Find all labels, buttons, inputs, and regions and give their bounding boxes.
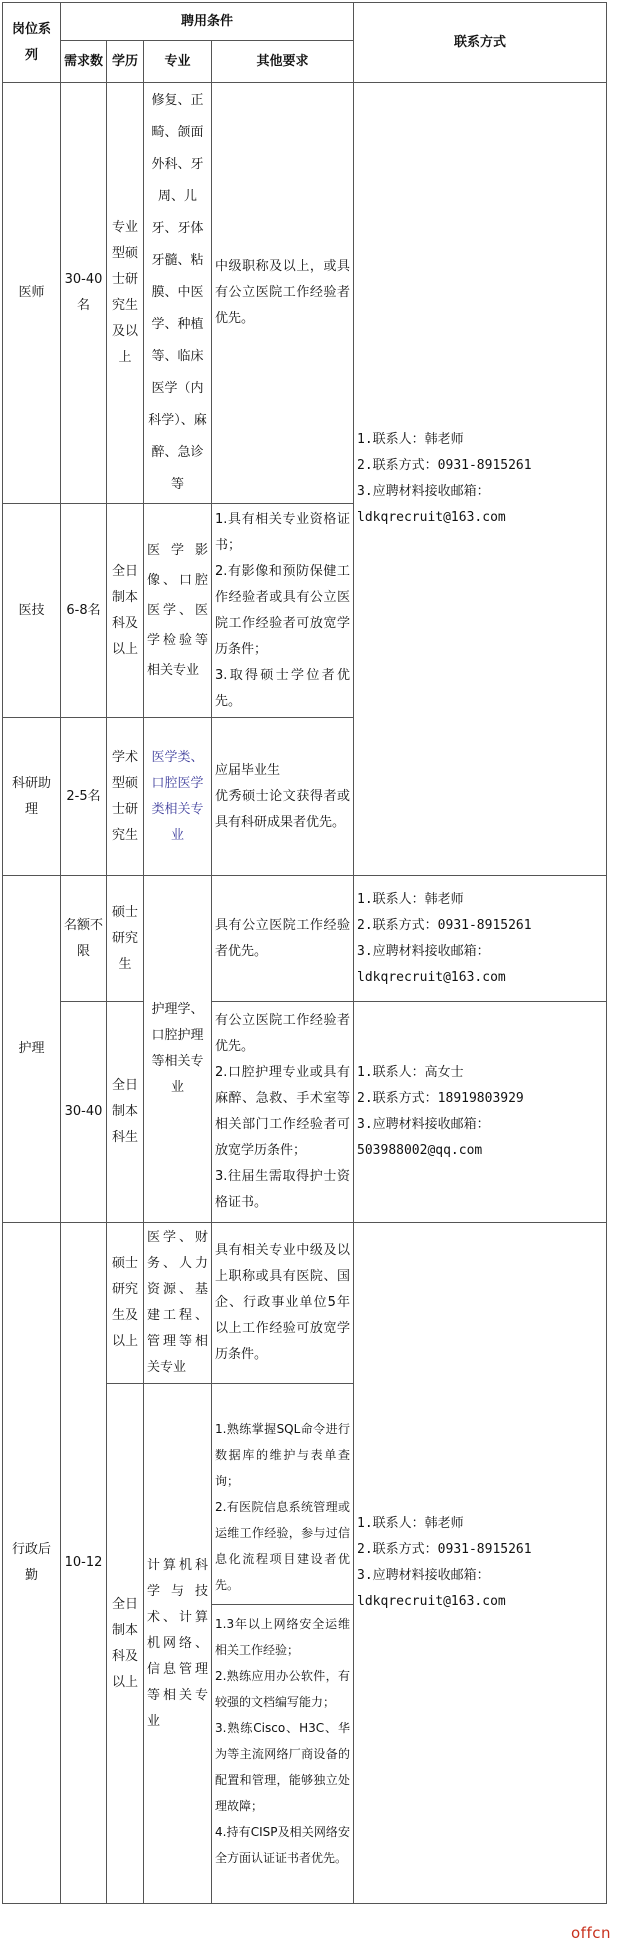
tech-other-1: 1.具有相关专业资格证书； [215, 511, 351, 553]
watermark-logo: offcn [571, 1924, 611, 1942]
tech-count: 6-8名 [61, 504, 107, 718]
contact-email[interactable]: ldkqrecruit@163.com [357, 969, 506, 985]
doctor-edu: 专业型硕士研究生及以上 [107, 83, 144, 504]
doctor-post: 医师 [3, 83, 61, 504]
tech-other-2: 2.有影像和预防保健工作经验者或具有公立医院工作经验者可放宽学历条件； [215, 563, 351, 657]
admin-other-2a-1: 1.熟练掌握SQL命令进行数据库的维护与表单查询； [215, 1422, 351, 1488]
row-doctor [3, 83, 607, 504]
research-other-2: 优秀硕士论文获得者或具有科研成果者优先。 [215, 788, 351, 830]
header-conditions: 聘用条件 [61, 3, 354, 41]
nursing-other-1: 具有公立医院工作经验者优先。 [212, 876, 354, 1002]
tech-edu: 全日制本科及以上 [107, 504, 144, 718]
row-nursing-1 [3, 876, 607, 1002]
doctor-other: 中级职称及以上，或具有公立医院工作经验者优先。 [212, 83, 354, 504]
admin-post: 行政后勤 [3, 1223, 61, 1904]
research-other-1: 应届毕业生 [215, 762, 281, 778]
nursing-count-2: 30-40 [61, 1002, 107, 1223]
admin-major-1: 医学、财务、人力资源、基建工程、管理等相关专业 [144, 1223, 212, 1384]
research-count: 2-5名 [61, 718, 107, 876]
nursing-other-2-2: 2.口腔护理专业或具有麻醉、急救、手术室等相关部门工作经验者可放宽学历条件； [215, 1065, 351, 1158]
contact-person: 1.联系人：韩老师 [357, 1516, 464, 1531]
recruitment-table [2, 2, 607, 1904]
row-nursing-2 [3, 1002, 607, 1223]
contact-doctor-group [354, 83, 607, 876]
admin-other-2b-2: 2.熟练应用办公软件，有较强的文档编写能力； [215, 1669, 351, 1709]
nursing-major: 护理学、口腔护理等相关专业 [144, 876, 212, 1223]
nursing-other-2 [212, 1002, 354, 1223]
research-post: 科研助理 [3, 718, 61, 876]
contact-phone: 2.联系方式：0931-8915261 [357, 1542, 532, 1557]
admin-other-2 [212, 1384, 354, 1904]
contact-person: 1.联系人：高女士 [357, 1065, 464, 1080]
admin-edu-2: 全日制本科及以上 [107, 1384, 144, 1904]
contact-email[interactable]: ldkqrecruit@163.com [357, 1594, 506, 1609]
contact-person: 1.联系人：韩老师 [357, 891, 464, 907]
nursing-edu-2: 全日制本科生 [107, 1002, 144, 1223]
contact-phone: 2.联系方式：0931-8915261 [357, 917, 532, 933]
contact-email-label: 3.应聘材料接收邮箱： [357, 1568, 490, 1583]
header-edu: 学历 [107, 41, 144, 83]
tech-major: 医学影像、口腔医学、医学检验等相关专业 [144, 504, 212, 718]
research-edu: 学术型硕士研究生 [107, 718, 144, 876]
nursing-post: 护理 [3, 876, 61, 1223]
nursing-other-2-1: 有公立医院工作经验者优先。 [215, 1013, 351, 1054]
contact-nursing-1 [354, 876, 607, 1002]
tech-other-3: 3.取得硕士学位者优先。 [215, 667, 351, 709]
header-other: 其他要求 [212, 41, 354, 83]
header-contact: 联系方式 [354, 3, 607, 83]
contact-nursing-2 [354, 1002, 607, 1223]
research-other [212, 718, 354, 876]
contact-phone: 2.联系方式：0931-8915261 [357, 458, 532, 473]
admin-other-2a-2: 2.有医院信息系统管理或运维工作经验，参与过信息化流程项目建设者优先。 [215, 1500, 351, 1592]
nursing-edu-1: 硕士研究生 [107, 876, 144, 1002]
admin-edu-1: 硕士研究生及以上 [107, 1223, 144, 1384]
contact-email[interactable]: ldkqrecruit@163.com [357, 510, 506, 525]
header-count: 需求数 [61, 41, 107, 83]
contact-admin-group [354, 1223, 607, 1904]
contact-person: 1.联系人：韩老师 [357, 432, 464, 447]
header-major: 专业 [144, 41, 212, 83]
doctor-count: 30-40名 [61, 83, 107, 504]
contact-phone: 2.联系方式：18919803929 [357, 1091, 524, 1106]
doctor-major: 修复、正畸、颌面外科、牙周、儿牙、牙体牙髓、粘膜、中医学、种植等、临床医学（内科学）、麻醉、急诊等 [144, 83, 212, 504]
nursing-other-2-3: 3.往届生需取得护士资格证书。 [215, 1169, 351, 1210]
admin-other-1: 具有相关专业中级及以上职称或具有医院、国企、行政事业单位5年以上工作经验可放宽学历条件。 [212, 1223, 354, 1384]
tech-other [212, 504, 354, 718]
admin-other-2b-1: 1.3年以上网络安全运维相关工作经验； [215, 1617, 351, 1657]
row-admin-1 [3, 1223, 607, 1384]
tech-post: 医技 [3, 504, 61, 718]
header-row-1 [3, 3, 607, 41]
research-major: 医学类、口腔医学类相关专业 [144, 718, 212, 876]
admin-other-2b-3: 3.熟练Cisco、H3C、华为等主流网络厂商设备的配置和管理，能够独立处理故障； [215, 1721, 351, 1813]
contact-email[interactable]: 503988002@qq.com [357, 1143, 483, 1158]
inner-divider [212, 1604, 353, 1605]
contact-email-label: 3.应聘材料接收邮箱： [357, 484, 490, 499]
contact-email-label: 3.应聘材料接收邮箱： [357, 1117, 490, 1132]
header-post: 岗位系列 [3, 3, 61, 83]
admin-major-2: 计算机科学与技术、计算机网络、信息管理等相关专业 [144, 1384, 212, 1904]
admin-count: 10-12 [61, 1223, 107, 1904]
nursing-count-1: 名额不限 [61, 876, 107, 1002]
contact-email-label: 3.应聘材料接收邮箱： [357, 943, 490, 959]
admin-other-2b-4: 4.持有CISP及相关网络安全方面认证证书者优先。 [215, 1825, 351, 1865]
